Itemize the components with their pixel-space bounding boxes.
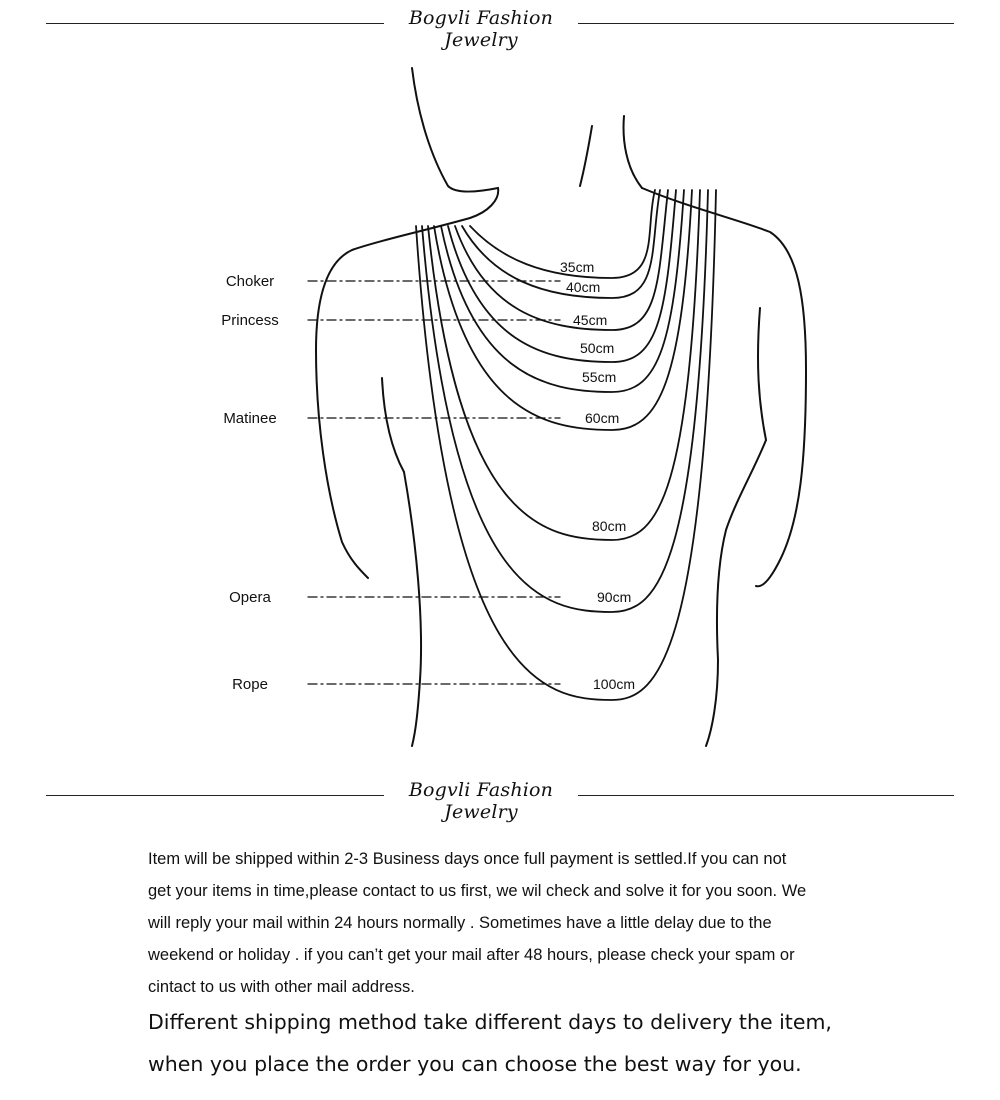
length-label: 50cm: [580, 340, 615, 356]
length-label: 60cm: [585, 410, 620, 426]
policy-line: cintact to us with other mail address.: [148, 978, 415, 996]
style-labels: [221, 273, 279, 693]
length-label: 100cm: [593, 676, 636, 692]
brand-header-bottom: [0, 775, 1000, 823]
divider-left: [46, 795, 384, 796]
style-label: Opera: [229, 589, 271, 606]
policy-line: will reply your mail within 24 hours normally . Sometimes have a little delay due to the: [148, 914, 772, 932]
divider-right: [578, 795, 954, 796]
length-labels: [560, 259, 635, 692]
style-label: Matinee: [223, 410, 277, 427]
divider-right: [578, 23, 954, 24]
brand-header-top: [0, 3, 1000, 51]
divider-left: [46, 23, 384, 24]
policy-line: get your items in time,please contact to us first, we wil check and solve it for you soon. We: [148, 882, 807, 900]
shipping-line: when you place the order you can choose the best way for you.: [148, 1052, 802, 1076]
length-label: 80cm: [592, 518, 627, 534]
style-label: Princess: [221, 312, 279, 329]
shipping-policy-paragraph: [148, 843, 868, 1003]
style-label: Rope: [232, 676, 268, 693]
policy-line: Item will be shipped within 2-3 Business days once full payment is settled.If you can not: [148, 850, 787, 868]
length-label: 55cm: [582, 369, 617, 385]
length-label: 45cm: [573, 312, 608, 328]
length-label: 40cm: [566, 279, 601, 295]
style-label: Choker: [225, 273, 275, 290]
figure-silhouette: [316, 68, 806, 746]
length-label: 90cm: [597, 589, 632, 605]
brand-logo-text: Bogvli Fashion Jewelry: [408, 779, 554, 823]
shipping-line: Different shipping method take different days to delivery the item,: [148, 1010, 832, 1034]
brand-logo-text: Bogvli Fashion Jewelry: [408, 7, 554, 51]
shipping-method-note: [148, 1001, 908, 1085]
necklace-curve-60cm: [434, 190, 692, 430]
policy-line: weekend or holiday . if you can’t get your mail after 48 hours, please check your spam or: [148, 946, 795, 964]
necklace-length-diagram: [0, 40, 1000, 765]
necklace-curve-55cm: [441, 190, 684, 392]
length-label: 35cm: [560, 259, 595, 275]
